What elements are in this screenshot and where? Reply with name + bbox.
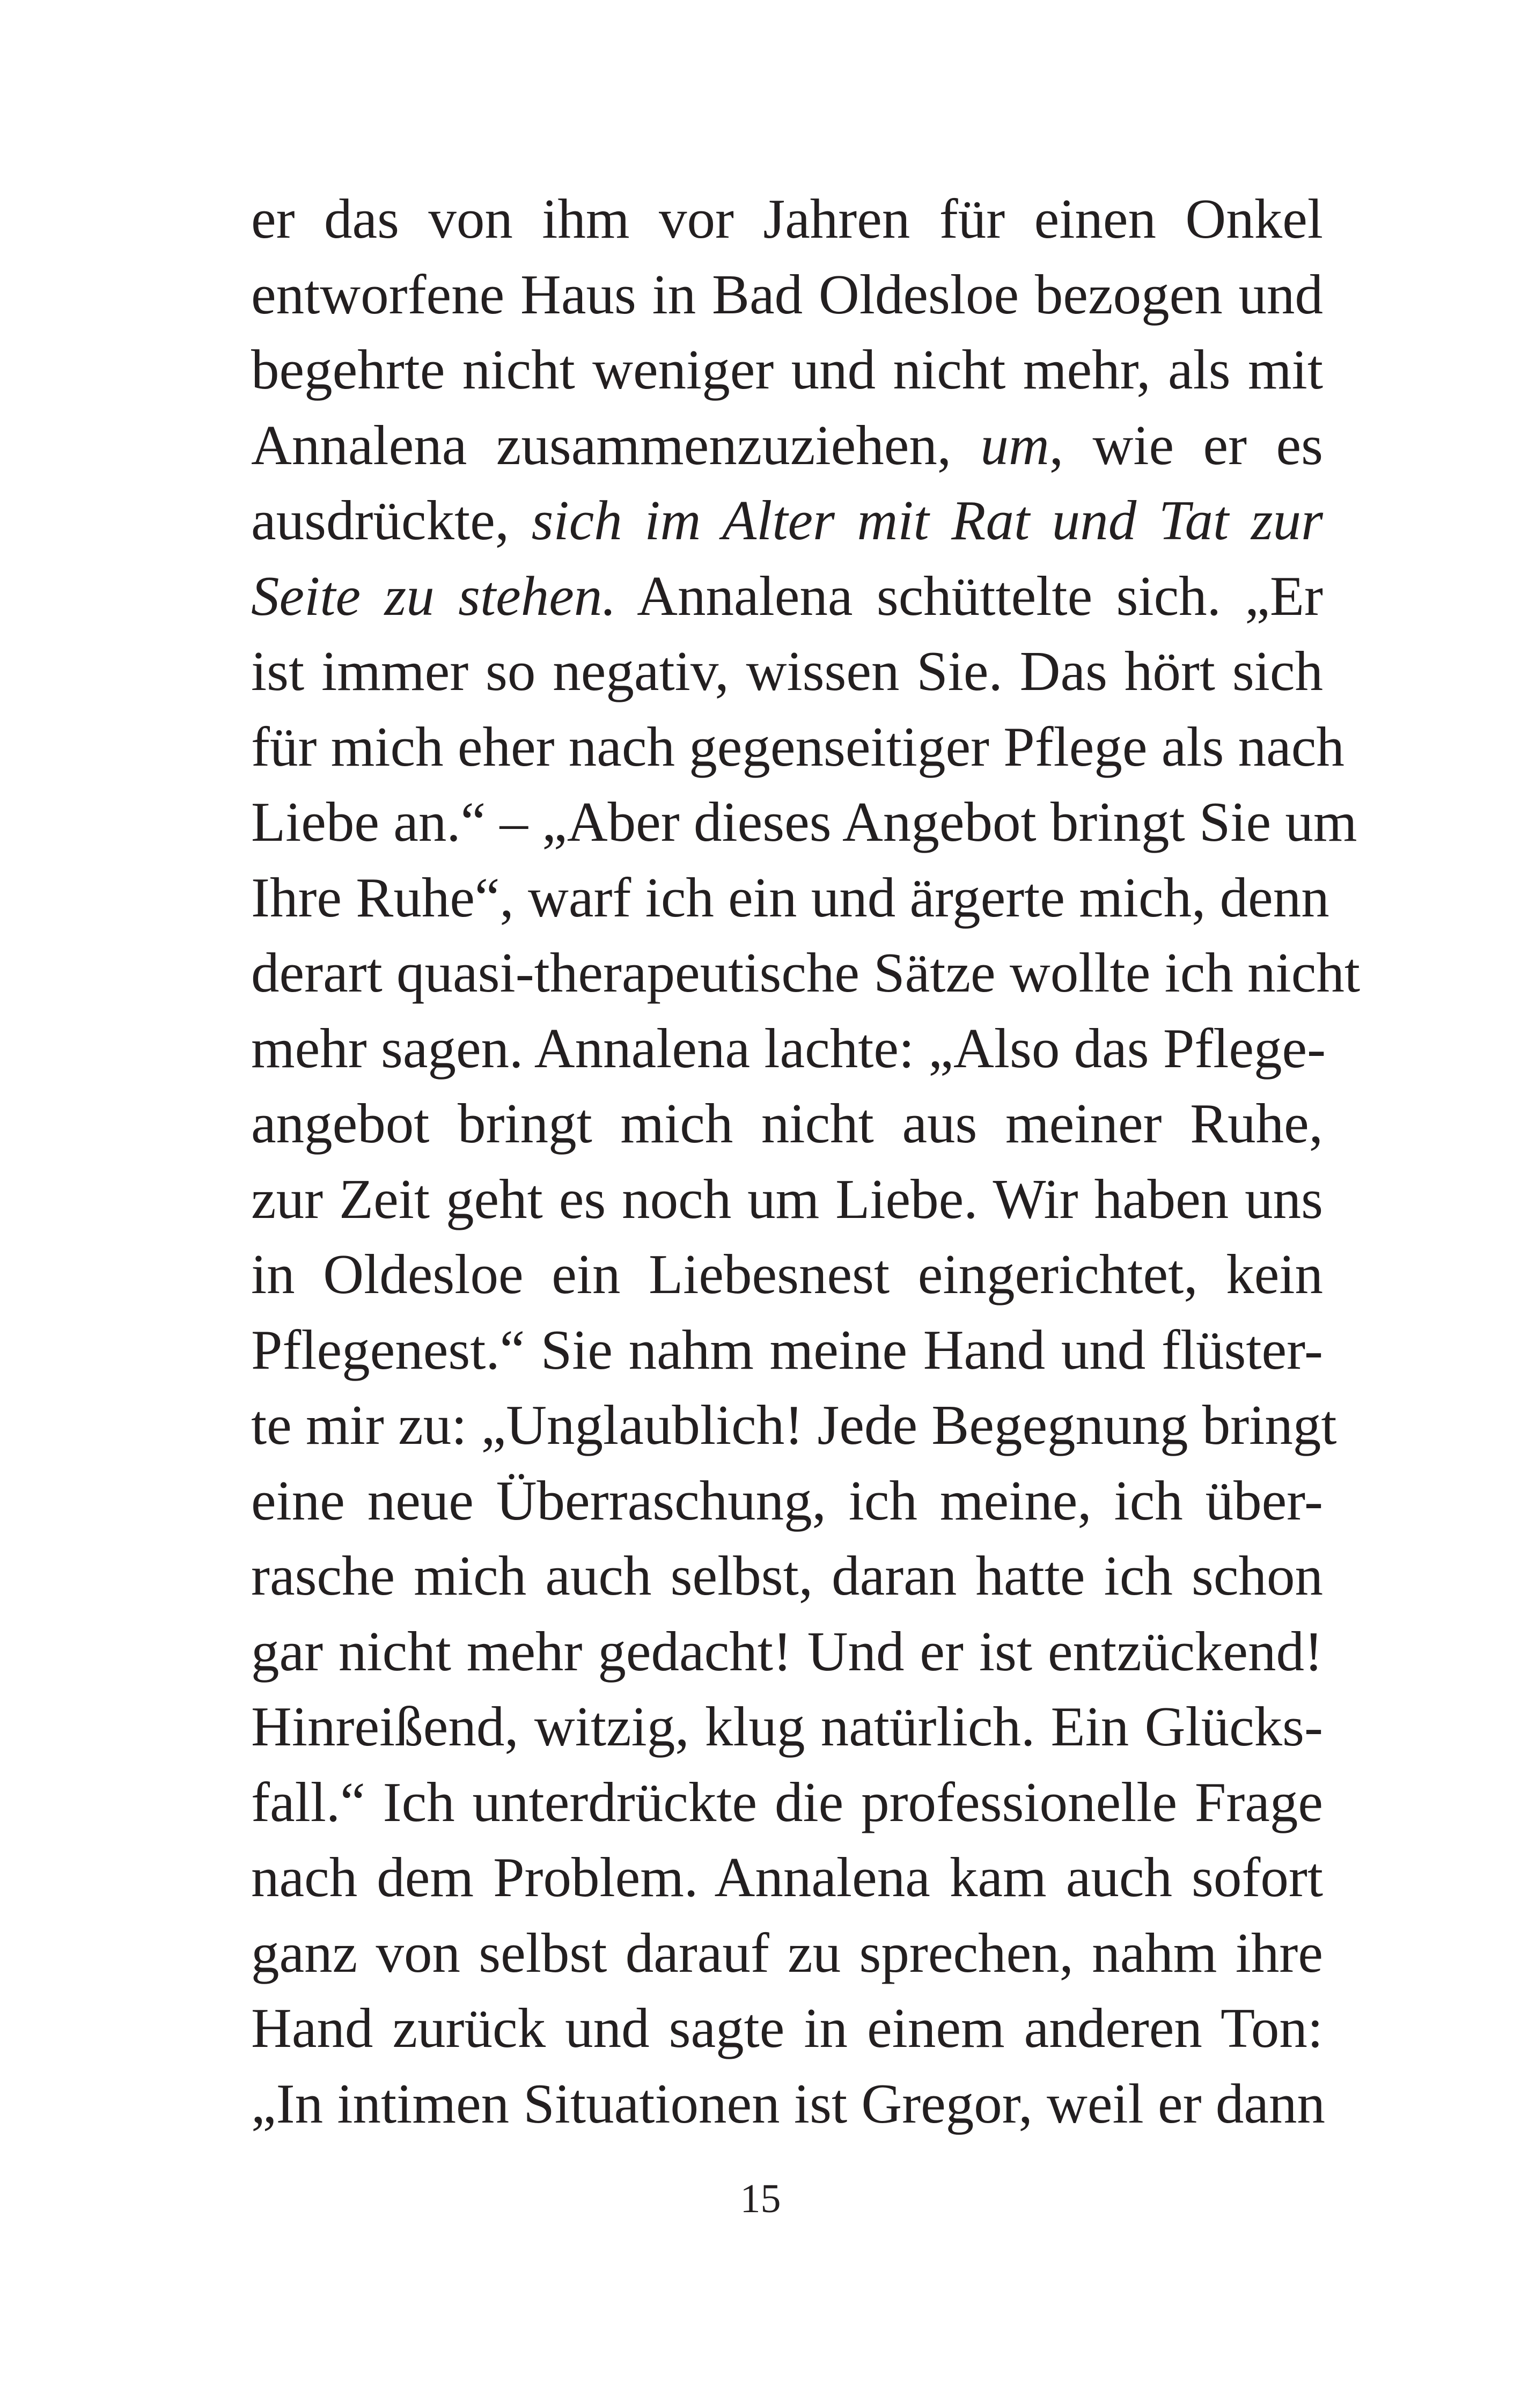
text-line: begehrte nicht weniger und nicht mehr, als mit (251, 338, 1323, 401)
text-line: angebot bringt mich nicht aus meiner Ruhe, (251, 1092, 1323, 1155)
text-segment: , wie er es (1049, 413, 1323, 476)
text-line: ganz von selbst darauf zu sprechen, nahm ihre (251, 1921, 1323, 1984)
text-line (251, 408, 1323, 483)
italic-text: um (980, 413, 1049, 476)
text-line: Liebe an.“ – „Aber dieses Angebot bringt Sie um (251, 790, 1357, 853)
text-line: gar nicht mehr gedacht! Und er ist entzückend! (251, 1619, 1323, 1683)
text-line: zur Zeit geht es noch um Liebe. Wir haben uns (251, 1167, 1323, 1230)
text-segment: Annalena schüttelte sich. „Er (616, 564, 1323, 627)
page-number: 15 (740, 2176, 781, 2221)
italic-text: Seite zu stehen. (251, 564, 616, 627)
text-line: fall.“ Ich unterdrückte die professionelle Frage (251, 1770, 1323, 1833)
text-line: für mich eher nach gegenseitiger Pflege als nach (251, 715, 1344, 778)
text-line: mehr sagen. Annalena lachte: „Also das Pflege- (251, 1016, 1326, 1080)
text-line: te mir zu: „Unglaublich! Jede Begegnung bringt (251, 1393, 1337, 1456)
text-line: Hinreißend, witzig, klug natürlich. Ein Glücks- (251, 1695, 1323, 1758)
text-line: er das von ihm vor Jahren für einen Onkel (251, 187, 1323, 250)
text-segment: ausdrückte, (251, 489, 532, 552)
text-line: derart quasi-therapeutische Sätze wollte ich nicht (251, 941, 1361, 1004)
text-line (251, 483, 1323, 559)
text-line (251, 559, 1323, 634)
text-line: in Oldesloe ein Liebesnest eingerichtet, kein (251, 1243, 1323, 1305)
text-line: „In intimen Situationen ist Gregor, weil er dann (251, 2072, 1325, 2135)
body-text (251, 181, 1361, 2141)
text-line: rasche mich auch selbst, daran hatte ich schon (251, 1544, 1323, 1607)
text-segment: Annalena zusammenzuziehen, (251, 413, 981, 476)
italic-text: sich im Alter mit Rat und Tat zur (531, 489, 1323, 552)
text-line: eine neue Überraschung, ich meine, ich über- (251, 1469, 1323, 1532)
text-line: Hand zurück und sagte in einem anderen Ton: (251, 1996, 1323, 2059)
text-line: ist immer so negativ, wissen Sie. Das hört sich (251, 640, 1323, 702)
text-line: entworfene Haus in Bad Oldesloe bezogen und (251, 262, 1323, 326)
text-line: Ihre Ruhe“, warf ich ein und ärgerte mich, denn (251, 865, 1329, 929)
text-line: nach dem Problem. Annalena kam auch sofort (251, 1846, 1323, 1908)
text-line: Pflegenest.“ Sie nahm meine Hand und flüster- (251, 1318, 1323, 1381)
